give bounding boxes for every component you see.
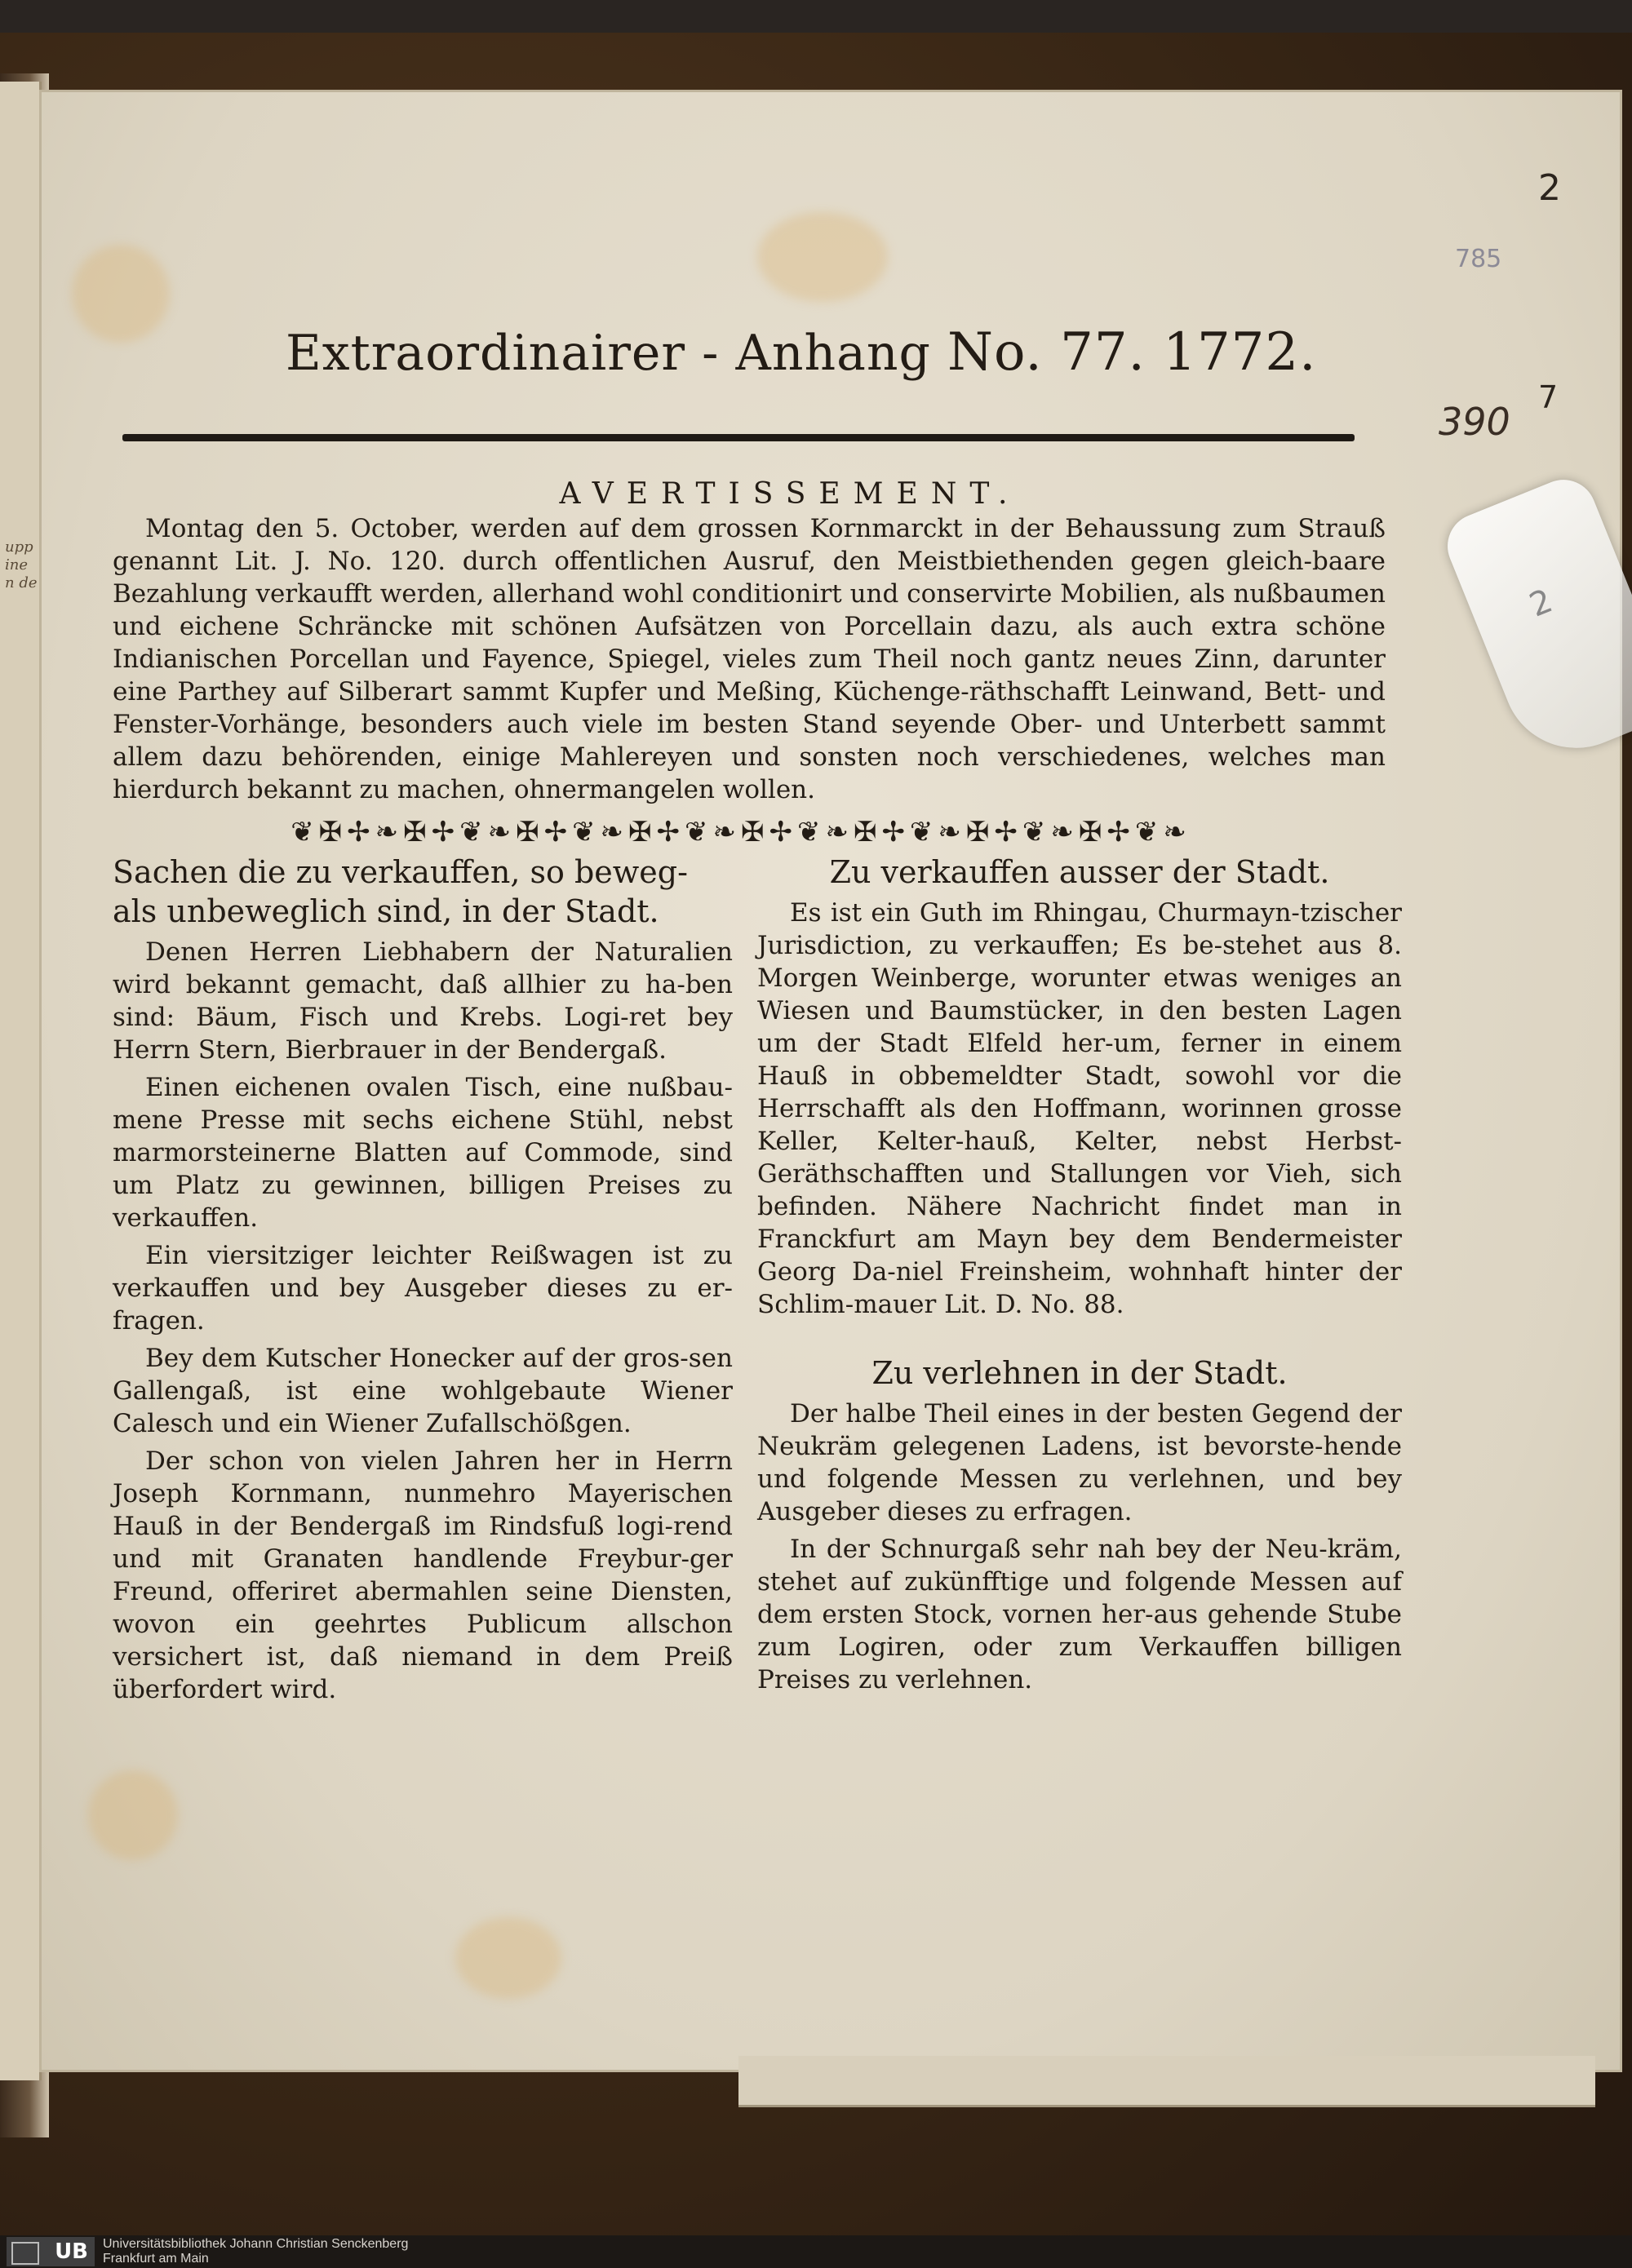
handwritten-number: 390 <box>1439 400 1510 444</box>
title-prefix: Extraordinairer - Anhang <box>286 325 931 382</box>
avertissement-heading: AVERTISSEMENT. <box>559 477 1021 511</box>
left-column <box>113 853 733 1711</box>
ornament-divider: ❦✠✢❧✠✢❦❧✠✢❦❧✠✢❦❧✠✢❦❧✠✢❦❧✠✢❦❧✠✢❦❧ <box>290 816 1191 848</box>
left-paragraph: Der schon von vielen Jahren her in Herrn Joseph Kornmann, nunmehro Mayerischen Hauß in der Bendergaß im Rindsfuß logi-rend und mit Granaten handlende Freybur-ger Freund, offeriret abermahlen seine Diensten, wovon ein geehrtes Publicum allschon versichert ist, daß niemand in dem Preiß überfordert wird. <box>113 1446 733 1704</box>
library-city: Frankfurt am Main <box>103 2252 209 2266</box>
right-column <box>757 853 1402 1701</box>
newspaper-page <box>39 90 1622 2072</box>
library-logo <box>7 2237 95 2266</box>
right-paragraph: Der halbe Theil eines in der besten Gegend der Neukräm gelegenen Ladens, ist bevorste-hende und folgende Messen zu verlehnen, und bey Ausgeber dieses zu erfragen. <box>757 1399 1402 1526</box>
title-number: No. 77. 1772. <box>947 322 1317 383</box>
paper-stain <box>72 245 170 343</box>
lower-page-flap <box>738 2056 1595 2107</box>
logo-box-icon <box>11 2242 39 2265</box>
paper-stain <box>455 1917 561 1999</box>
library-name: Universitätsbibliothek Johann Christian Senckenberg <box>103 2237 409 2251</box>
left-paragraph: Ein viersitziger leichter Reißwagen ist zu verkauffen und bey Ausgeber dieses zu er-fragen. <box>113 1241 733 1336</box>
right-column-heading-2: Zu verlehnen in der Stadt. <box>871 1355 1288 1391</box>
title-rule <box>122 434 1355 441</box>
paper-stain <box>88 1770 178 1860</box>
left-paragraph: Denen Herren Liebhabern der Naturalien wird bekannt gemacht, daß allhier zu ha-ben sind: Bäum, Fisch und Krebs. Logi-ret bey Herrn Stern, Bierbrauer in der Bendergaß. <box>113 937 733 1065</box>
left-paragraph: Bey dem Kutscher Honecker auf der gros-sen Gallengaß, ist eine wohlgebaute Wiener Calesch und ein Wiener Zufallschößgen. <box>113 1344 733 1438</box>
pencil-mark: 785 <box>1455 245 1502 273</box>
paper-stain <box>757 212 888 302</box>
right-paragraph: Es ist ein Guth im Rhingau, Churmayn-tzischer Jurisdiction, zu verkauffen; Es be-stehet aus 8. Morgen Weinberge, worunter etwas weniges an Wiesen und Baumstücker, in den besten Lagen um der Stadt Elfeld her-um, ferner in einem Hauß in obbemeldter Stadt, sowohl vor die Herrschafft als den Hoffmann, worinnen grosse Keller, Kelter-hauß, Kelter, nebst Herbst-Geräthschafften und Stallungen vor Vieh, sich befinden. Nähere Nachricht findet man in Franckfurt am Mayn bey dem Bendermeister Georg Da-niel Freinsheim, wohnhaft hinter der Schlim-mauer Lit. D. No. 88. <box>757 898 1402 1319</box>
right-paragraph: In der Schnurgaß sehr nah bey der Neu-kräm, stehet auf zukünfftige und folgende Messen auf dem ersten Stock, vornen her-aus gehende Stube zum Logiren, oder zum Verkauffen billigen Preises zu verlehnen. <box>757 1535 1402 1694</box>
margin-fragment: upp ine n de <box>5 538 38 591</box>
slip-mark: 2 <box>1524 582 1558 625</box>
avertissement-text: Montag den 5. October, werden auf dem grossen Kornmarckt in der Behaussung zum Strauß genannt Lit. J. No. 120. durch offentlichen Ausruf, den Meistbiethenden gegen gleich-baare Bezahlung verkaufft werden, allerhand wohl conditionirt und conservirte Mobilien, als nußbaumen und eichene Schräncke mit schönen Aufsätzen von Porcellain dazu, als auch extra schöne Indianischen Porcellan und Fayence, Spiegel, vieles zum Theil noch gantz neues Zinn, darunter eine Parthey auf Silberart sammt Kupfer und Meßing, Küchenge-räthschafft Leinwand, Bett- und Fenster-Vorhänge, besonders auch viele im besten Stand seyende Ober- und Unterbett sammt allem dazu behörenden, einige Mahlereyen und sonsten noch verschiedenes, welches man hierdurch bekannt zu machen, ohnermangelen wollen. <box>113 514 1386 804</box>
page-title <box>286 322 1317 388</box>
edge-page-number: 2 <box>1538 167 1561 209</box>
previous-page-edge <box>0 82 42 2080</box>
right-column-heading: Zu verkauffen ausser der Stadt. <box>829 854 1330 890</box>
edge-mark: 7 <box>1538 379 1559 415</box>
left-column-heading: Sachen die zu verkauffen, so beweg- als unbeweglich sind, in der Stadt. <box>113 854 688 929</box>
logo-text: UB <box>55 2239 88 2264</box>
left-paragraph: Einen eichenen ovalen Tisch, eine nußbau-mene Presse mit sechs eichene Stühl, nebst marmorsteinerne Blatten auf Commode, sind um Platz zu gewinnen, billigen Preises zu verkauffen. <box>113 1073 733 1233</box>
library-credit <box>103 2237 408 2266</box>
